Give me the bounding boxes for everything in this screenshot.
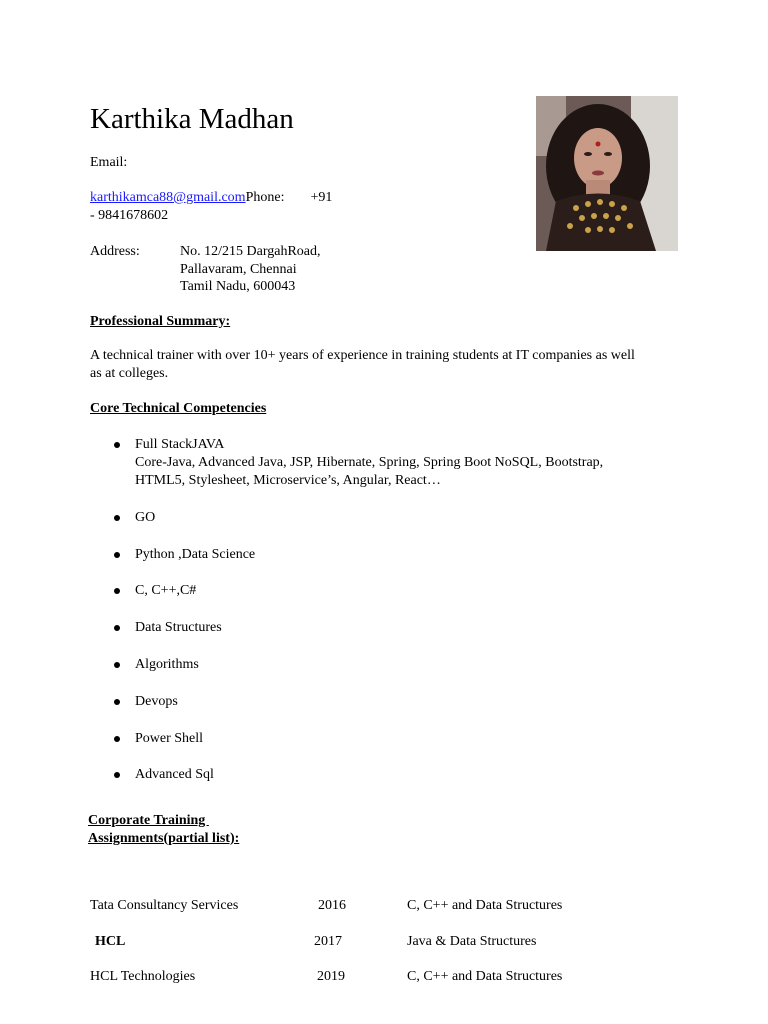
list-item: Full StackJAVA [135, 437, 225, 452]
bullet [114, 699, 120, 705]
list-item: Python ,Data Science [135, 547, 256, 562]
training-topic: Java & Data Structures [407, 934, 537, 949]
candidate-name: Karthika Madhan [90, 103, 294, 135]
contact-line [90, 189, 332, 207]
address-label: Address: [90, 244, 140, 259]
training-company: HCL Technologies [90, 969, 196, 984]
training-topic: C, C++ and Data Structures [407, 898, 563, 913]
list-item-detail: HTML5, Stylesheet, Microservice’s, Angular, React… [135, 473, 441, 488]
list-item: Devops [135, 694, 178, 709]
phone-prefix: +91 [310, 190, 333, 205]
bullet [114, 662, 120, 668]
bullet [114, 625, 120, 631]
list-item: Algorithms [135, 657, 199, 672]
email-label: Email: [90, 155, 128, 170]
training-year: 2016 [318, 898, 346, 913]
bullet [114, 442, 120, 448]
list-item: Advanced Sql [135, 767, 214, 782]
list-item: GO [135, 510, 156, 525]
training-company: HCL [95, 934, 126, 949]
training-year: 2017 [314, 934, 342, 949]
list-item-detail: Core-Java, Advanced Java, JSP, Hibernate, Spring, Spring Boot NoSQL, Bootstrap, [135, 455, 604, 470]
bullet [114, 736, 120, 742]
bullet [114, 552, 120, 558]
address-line-1: No. 12/215 DargahRoad, [180, 244, 321, 259]
bullet [114, 588, 120, 594]
bullet [114, 772, 120, 778]
bullet [114, 515, 120, 521]
list-item: Data Structures [135, 620, 222, 635]
email-link[interactable]: karthikamca88@gmail.com [90, 190, 246, 205]
address-line-3: Tamil Nadu, 600043 [180, 279, 296, 294]
training-year: 2019 [317, 969, 345, 984]
phone-number: - 9841678602 [90, 208, 169, 223]
summary-heading: Professional Summary: [90, 314, 231, 329]
training-heading-line-2: Assignments(partial list): [88, 831, 240, 846]
training-topic: C, C++ and Data Structures [407, 969, 563, 984]
summary-line-2: as at colleges. [90, 366, 169, 381]
training-company: Tata Consultancy Services [90, 898, 239, 913]
list-item: C, C++,C# [135, 583, 197, 598]
list-item: Power Shell [135, 731, 204, 746]
summary-line-1: A technical trainer with over 10+ years of experience in training students at IT companies as well [90, 348, 635, 363]
phone-label: Phone: [245, 190, 285, 205]
training-heading-line-1: Corporate Training [88, 813, 209, 828]
competencies-heading: Core Technical Competencies [90, 401, 267, 416]
address-line-2: Pallavaram, Chennai [180, 262, 297, 277]
profile-photo [536, 96, 678, 251]
